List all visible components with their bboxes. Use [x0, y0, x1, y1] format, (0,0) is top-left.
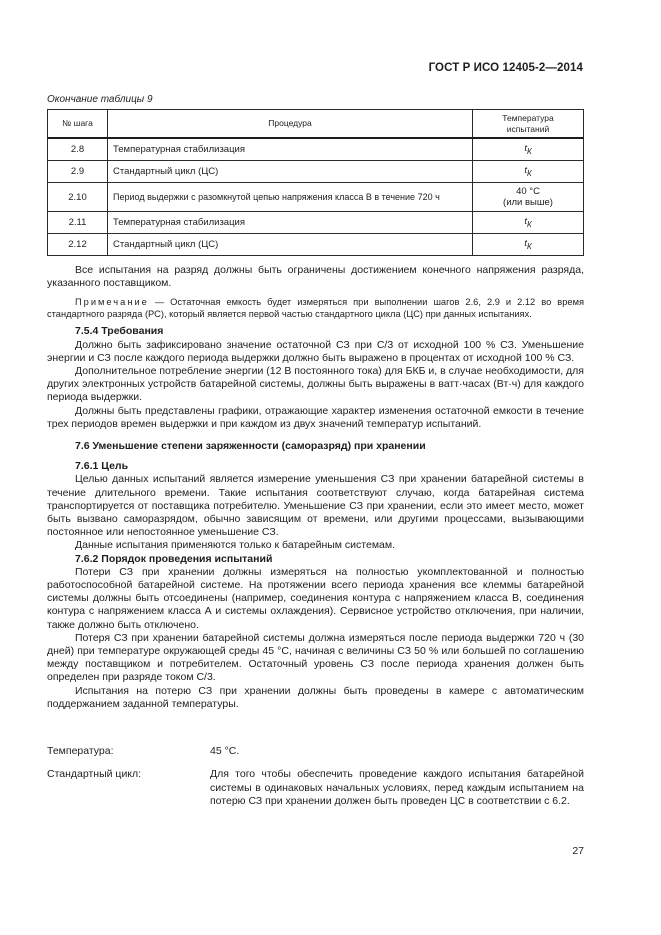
cell-step: 2.11 — [48, 212, 108, 234]
param-standard-cycle — [47, 768, 584, 828]
cell-temperature: 40 °С (или выше) — [473, 183, 584, 212]
main-text — [47, 264, 584, 711]
param-label: Температура: — [47, 745, 114, 757]
table-row — [48, 234, 584, 256]
header-step: № шага — [48, 110, 108, 139]
steps-table — [47, 109, 584, 256]
section-heading-7-6: 7.6 Уменьшение степени заряженности (саморазряд) при хранении — [75, 440, 426, 453]
paragraph: Потеря СЗ при хранении батарейной системы должна измеряться после периода выдержки 720 ч (30 дней) при температуре окружающей среды 45 °С, начиная с величины СЗ 50 % или большей по соглашению между поставщиком и потребителем. Остаточный уровень СЗ после периода хранения должен быть определен при разряде током С/3. — [47, 631, 584, 684]
cell-step: 2.10 — [48, 183, 108, 212]
table-caption: Окончание таблицы 9 — [47, 94, 153, 105]
cell-procedure: Стандартный цикл (ЦС) — [108, 161, 473, 183]
note — [47, 296, 584, 320]
cell-temperature: $t_К$ — [473, 212, 584, 234]
section-heading-7-6-1: 7.6.1 Цель — [75, 460, 129, 473]
paragraph: Данные испытания применяются только к батарейным системам. — [75, 539, 396, 552]
header-procedure: Процедура — [108, 110, 473, 139]
cell-procedure: Стандартный цикл (ЦС) — [108, 234, 473, 256]
note-text: — Остаточная емкость будет измеряться при выполнении шагов 2.6, 2.9 и 2.12 во время стандартного разряда (РС), который является первой частью стандартного цикла (ЦС) при данных испытаниях. — [47, 297, 584, 320]
cell-temperature: $t_К$ — [473, 234, 584, 256]
cell-step: 2.9 — [48, 161, 108, 183]
paragraph: Целью данных испытаний является измерение уменьшения СЗ при хранении батарейной системы в течение длительного времени. Такие испытания соответствуют случаю, когда батарейная система транспортируется от поставщика потребителю. Уменьшение СЗ при хранении, если это имеет место, может быть вызвано саморазрядом, обычно зависящим от времени, или другими процессами, вызывающими постоянное или непостоянное уменьшение СЗ. — [47, 473, 584, 539]
param-value: Для того чтобы обеспечить проведение каждого испытания батарейной системы в одинаковых начальных условиях, перед каждым испытанием на потерю СЗ при хранении должен быть проведен ЦС в соответствии с 6.2. — [210, 768, 584, 807]
paragraph: Дополнительное потребление энергии (12 В постоянного тока) для БКБ и, в случае необходимости, для других электронных устройств батарейной системы, должны быть выражены в ватт·часах (Вт·ч) для каждого периода выдержки. — [47, 365, 584, 404]
standard-header: ГОСТ Р ИСО 12405-2—2014 — [428, 62, 583, 74]
cell-temperature: $t_К$ — [473, 161, 584, 183]
paragraph: Потери СЗ при хранении должны измеряться на полностью укомплектованной и полностью работоспособной батарейной системе. На протяжении всего периода хранения все клеммы батарейной системы должны быть отсоединены (например, соединения контура с напряжением класса В, соединения контура с напряжением класса А и системы охлаждения). Сервисное устройство отключения, при наличии, также должно быть отключено. — [47, 565, 584, 631]
header-temperature: Температура испытаний — [473, 110, 584, 139]
page-number: 27 — [572, 845, 584, 857]
cell-procedure: Температурная стабилизация — [108, 212, 473, 234]
paragraph: Должно быть зафиксировано значение остаточной СЗ при С/3 от исходной 100 % СЗ. Уменьшение энергии и СЗ после каждого периода выдержки должно быть выражено в процентах от исходной 100 % СЗ. — [47, 338, 584, 364]
cell-temperature: $t_К$ — [473, 138, 584, 161]
param-label: Стандартный цикл: — [47, 768, 142, 780]
cell-step: 2.8 — [48, 138, 108, 161]
note-label: Примечание — [75, 297, 149, 308]
param-temperature — [47, 745, 584, 761]
param-value: 45 °С. — [210, 745, 240, 757]
table-row — [48, 212, 584, 234]
table-header-row — [48, 110, 584, 139]
paragraph: Испытания на потерю СЗ при хранении должны быть проведены в камере с автоматическим поддержанием заданной температуры. — [47, 684, 584, 710]
table-row — [48, 183, 584, 212]
paragraph: Должны быть представлены графики, отражающие характер изменения остаточной емкости в течение трех периодов времен выдержки и при каждом из двух значений температур испытаний. — [47, 404, 584, 430]
cell-procedure: Температурная стабилизация — [108, 138, 473, 161]
section-heading-7-6-2: 7.6.2 Порядок проведения испытаний — [75, 552, 273, 565]
cell-step: 2.12 — [48, 234, 108, 256]
cell-procedure: Период выдержки с разомкнутой цепью напряжения класса В в течение 720 ч — [108, 183, 473, 212]
paragraph: Все испытания на разряд должны быть ограничены достижением конечного напряжения разряда, указанного поставщиком. — [47, 264, 584, 290]
table-row — [48, 161, 584, 183]
table-row — [48, 138, 584, 161]
section-heading-7-5-4: 7.5.4 Требования — [75, 325, 164, 338]
